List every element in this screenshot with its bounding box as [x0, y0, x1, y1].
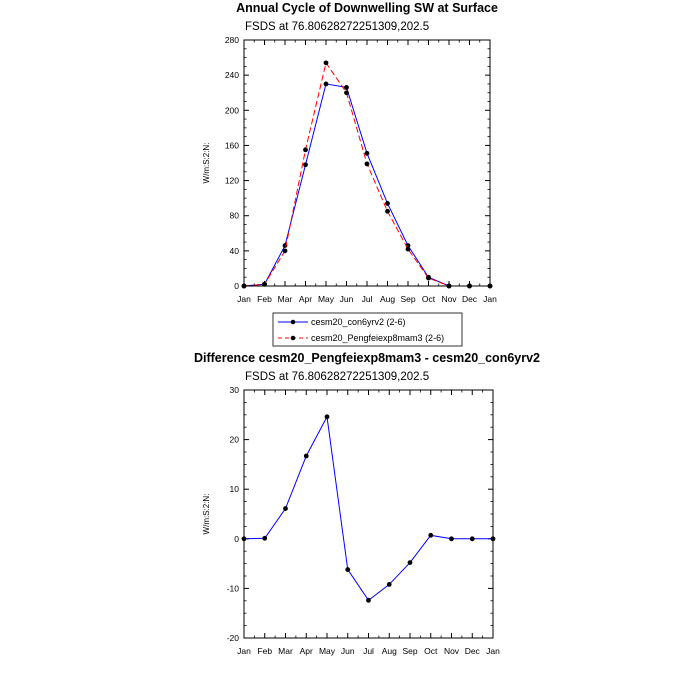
legend-label-experiment: cesm20_Pengfeiexp8mam3 (2-6): [311, 333, 445, 343]
chart-title: Annual Cycle of Downwelling SW at Surface: [236, 1, 498, 15]
bottom-xtick-label: Jul: [363, 646, 374, 656]
annual-cycle-chart: [202, 1, 498, 304]
bottom-xtick-label: Jan: [486, 646, 500, 656]
bottom-xtick-label: Aug: [381, 646, 397, 656]
bottom-xtick-label: Feb: [257, 646, 273, 656]
bottom-data-point: [283, 506, 288, 511]
top-data-point: [344, 90, 349, 95]
bottom-xtick-label: Nov: [443, 646, 460, 656]
top-xtick-label: Mar: [277, 294, 293, 304]
top-data-point: [324, 60, 329, 65]
top-data-point: [385, 201, 390, 206]
top-xtick-label: Apr: [298, 294, 313, 304]
bottom-ytick-label: -20: [226, 633, 239, 643]
top-data-point: [365, 161, 370, 166]
top-ytick-label: 280: [224, 35, 239, 45]
bottom-xtick-label: Sep: [402, 646, 418, 656]
top-ytick-label: 200: [224, 105, 239, 116]
bottom-data-point: [428, 533, 433, 538]
top-data-point: [324, 82, 329, 87]
top-series-line-0: [244, 84, 490, 286]
bottom-xtick-label: Apr: [299, 646, 313, 656]
top-ytick-label: 240: [224, 70, 239, 81]
top-data-point: [365, 151, 370, 156]
top-data-point: [406, 247, 411, 252]
difference-chart: [194, 351, 540, 656]
bottom-data-point: [325, 414, 330, 419]
top-data-point: [283, 248, 288, 253]
bottom-data-point: [408, 560, 413, 565]
bottom-xtick-label: Oct: [424, 646, 438, 656]
top-data-point: [426, 276, 431, 281]
bottom-xtick-label: Mar: [278, 646, 293, 656]
bottom-xtick-label: Jan: [237, 646, 251, 656]
top-ytick-label: 40: [229, 245, 239, 256]
top-xtick-label: Nov: [441, 294, 457, 304]
legend-label-control: cesm20_con6yrv2 (2-6): [311, 317, 406, 327]
legend-marker-control: [291, 320, 296, 325]
bottom-xtick-label: Dec: [464, 646, 480, 656]
bottom-series-line-0: [244, 417, 493, 601]
top-xtick-label: May: [317, 294, 335, 304]
bottom-data-point: [366, 598, 371, 603]
top-series-group: [242, 60, 493, 288]
top-xtick-label: Jan: [237, 294, 251, 304]
chart-title: Difference cesm20_Pengfeiexp8mam3 - cesm20_con6yrv2: [193, 351, 541, 365]
top-xtick-label: Oct: [421, 294, 436, 304]
top-xtick-label: Aug: [379, 294, 396, 304]
top-axis-ticks: [225, 35, 497, 304]
top-xtick-label: Feb: [257, 294, 272, 304]
legend: [273, 313, 462, 346]
chart-subtitle: FSDS at 76.80628272251309,202.5: [245, 21, 430, 33]
bottom-axis-ticks: [227, 385, 500, 656]
bottom-ytick-label: 30: [229, 385, 239, 395]
legend-marker-experiment: [291, 336, 296, 341]
bottom-data-point: [470, 536, 475, 541]
bottom-ytick-label: -10: [226, 583, 239, 594]
bottom-ytick-label: 10: [229, 484, 239, 495]
bottom-xtick-label: Jun: [340, 646, 355, 656]
y-axis-label: W/m:S:2:N:: [202, 142, 211, 184]
top-data-point: [303, 147, 308, 152]
bottom-series-group: [242, 414, 496, 602]
chart-subtitle: FSDS at 76.80628272251309,202.5: [245, 371, 430, 383]
top-xtick-label: Sep: [400, 294, 416, 304]
top-ytick-label: 80: [229, 210, 239, 221]
bottom-ytick-label: 20: [229, 434, 239, 445]
top-xtick-label: Dec: [461, 294, 478, 304]
bottom-ytick-label: 0: [234, 533, 239, 544]
top-xtick-label: Jul: [361, 294, 373, 304]
top-xtick-label: Jun: [339, 294, 354, 304]
top-ytick-label: 120: [224, 175, 239, 186]
top-data-point: [303, 162, 308, 167]
top-xtick-label: Jan: [483, 294, 497, 304]
bottom-xtick-label: May: [318, 646, 336, 656]
top-data-point: [344, 85, 349, 90]
y-axis-label: W/m:S:2:N:: [202, 493, 211, 535]
bottom-data-point: [449, 536, 454, 541]
top-data-point: [385, 209, 390, 214]
bottom-data-point: [304, 454, 309, 459]
top-ytick-label: 160: [224, 140, 239, 151]
bottom-data-point: [387, 582, 392, 587]
bottom-data-point: [262, 536, 267, 541]
bottom-data-point: [345, 567, 350, 572]
top-ytick-label: 0: [234, 281, 239, 291]
